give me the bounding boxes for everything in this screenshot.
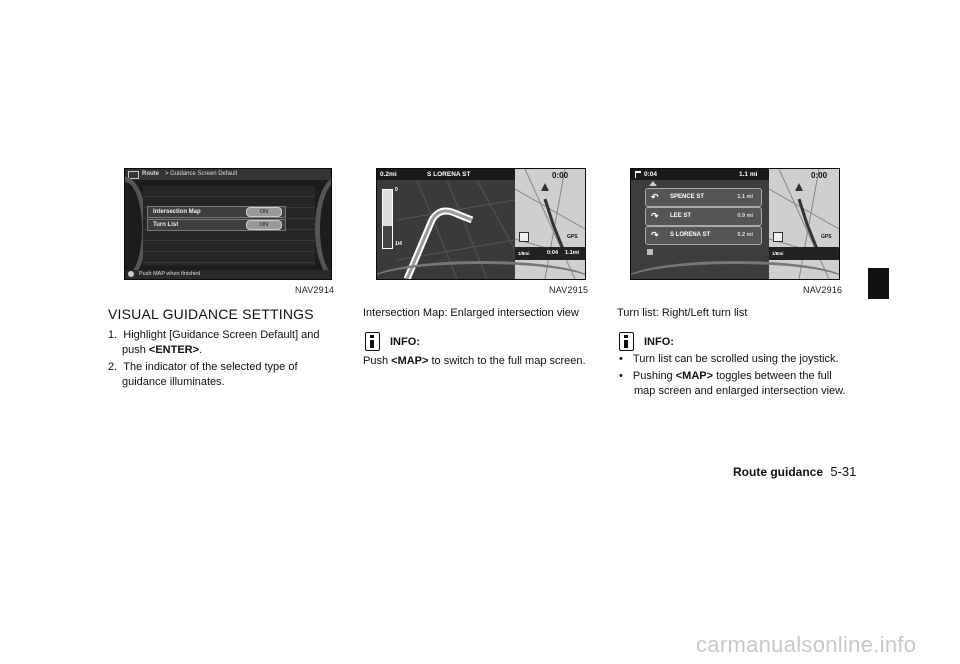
right-turn-arrow-icon: ↷ [651, 211, 659, 221]
figure-guidance-screen-default [124, 168, 332, 280]
bullet-text: Turn list can be scrolled using the joystick. [632, 353, 839, 365]
screen-breadcrumb: > Guidance Screen Default [165, 171, 238, 177]
section-heading: VISUAL GUIDANCE SETTINGS [108, 306, 314, 322]
on-indicator: ON [246, 220, 282, 230]
info-text-b: to switch to the full map screen. [431, 355, 586, 367]
right-scroll-arc [315, 177, 332, 280]
gps-badge: GPS [567, 234, 578, 240]
turn-distance: 1.1 mi [737, 194, 753, 200]
bullet-text-c: map screen and enlarged intersection view. [634, 385, 846, 397]
step-text-cont: push [122, 344, 146, 356]
left-turn-arrow-icon: ↶ [651, 192, 659, 202]
section-name: Route guidance [733, 465, 824, 479]
info-icon [128, 271, 134, 277]
info-text-a: Push [363, 355, 389, 367]
figure-turn-list [630, 168, 840, 280]
menu-row-intersection-map[interactable] [147, 206, 286, 218]
destination-flag-icon [647, 249, 653, 255]
info-bullet-1 [619, 352, 839, 367]
map-key: <MAP> [675, 370, 714, 382]
footer-hint: Push MAP when finished [139, 271, 201, 277]
step-1 [108, 328, 348, 358]
distance-readout: 0.2mi [380, 171, 397, 178]
scroll-up-arrow[interactable] [649, 181, 657, 186]
distance-bar-bottom: 1/4 [395, 241, 402, 247]
figure-id-label: NAV2916 [803, 285, 843, 295]
remaining-distance: 1.1mi [565, 250, 580, 256]
clock: 0:00 [552, 171, 569, 180]
screen-footer [125, 270, 331, 279]
turn-distance: 0.2 mi [737, 232, 753, 238]
distance-bar [382, 189, 393, 249]
menu-row-label: Turn List [153, 222, 179, 228]
figure-caption: Intersection Map: Enlarged intersection view [363, 307, 579, 319]
step-number: 2. [108, 361, 118, 373]
turn-street: SPENCE ST [670, 194, 705, 200]
compass-icon [773, 232, 783, 242]
info-icon [365, 332, 380, 351]
screen-title-bar [125, 169, 331, 180]
page-footer [733, 464, 856, 479]
on-indicator: ON [246, 207, 282, 217]
bullet-mark: • [619, 370, 623, 382]
street-name: S LORENA ST [427, 171, 471, 178]
info-label: INFO: [390, 336, 420, 348]
bullet-mark: • [619, 353, 623, 365]
figure-id-label: NAV2914 [295, 285, 335, 295]
menu-row-turn-list[interactable] [147, 219, 286, 231]
bullet-text-b: toggles between the full [716, 370, 832, 382]
bullet-text-a: Pushing [632, 370, 673, 382]
info-text [363, 354, 586, 369]
flag-icon [635, 171, 641, 178]
map-scale: 1/8mi [518, 251, 530, 256]
step-number: 1. [108, 329, 118, 341]
turn-list-item[interactable] [645, 188, 762, 207]
chapter-tab [868, 268, 889, 299]
info-bullet-2 [619, 369, 846, 399]
enter-key: <ENTER> [148, 344, 200, 356]
figure-intersection-map [376, 168, 586, 280]
compass-icon [519, 232, 529, 242]
info-label: INFO: [644, 336, 674, 348]
distance-bar-fill [383, 226, 392, 248]
turn-street: S LORENA ST [670, 232, 711, 238]
distance-bar-top: 0 [395, 187, 398, 193]
step-text: Highlight [Guidance Screen Default] and [123, 329, 320, 341]
step-2 [108, 360, 348, 390]
turn-distance: 0.9 mi [737, 213, 753, 219]
screen-title: Route [142, 171, 159, 177]
page-number: 5-31 [830, 464, 857, 479]
eta-readout: 0:04 [644, 171, 658, 178]
menu-row-label: Intersection Map [153, 209, 201, 215]
step-text-cont: guidance illuminates. [122, 376, 225, 388]
map-scale: 1/8mi [772, 251, 784, 256]
turn-list-item[interactable] [645, 226, 762, 245]
watermark: carmanualsonline.info [696, 632, 917, 657]
turn-list-item[interactable] [645, 207, 762, 226]
gps-badge: GPS [821, 234, 832, 240]
eta-readout: 0:04 [547, 250, 559, 256]
right-turn-arrow-icon: ↷ [651, 230, 659, 240]
map-key: <MAP> [391, 355, 429, 367]
remaining-distance: 1.1 mi [739, 171, 758, 178]
figure-caption: Turn list: Right/Left turn list [617, 307, 748, 319]
clock: 0:00 [811, 171, 828, 180]
info-icon [619, 332, 634, 351]
turn-street: LEE ST [670, 213, 692, 219]
step-text: The indicator of the selected type of [123, 361, 298, 373]
figure-id-label: NAV2915 [549, 285, 589, 295]
step-end: . [199, 344, 203, 356]
